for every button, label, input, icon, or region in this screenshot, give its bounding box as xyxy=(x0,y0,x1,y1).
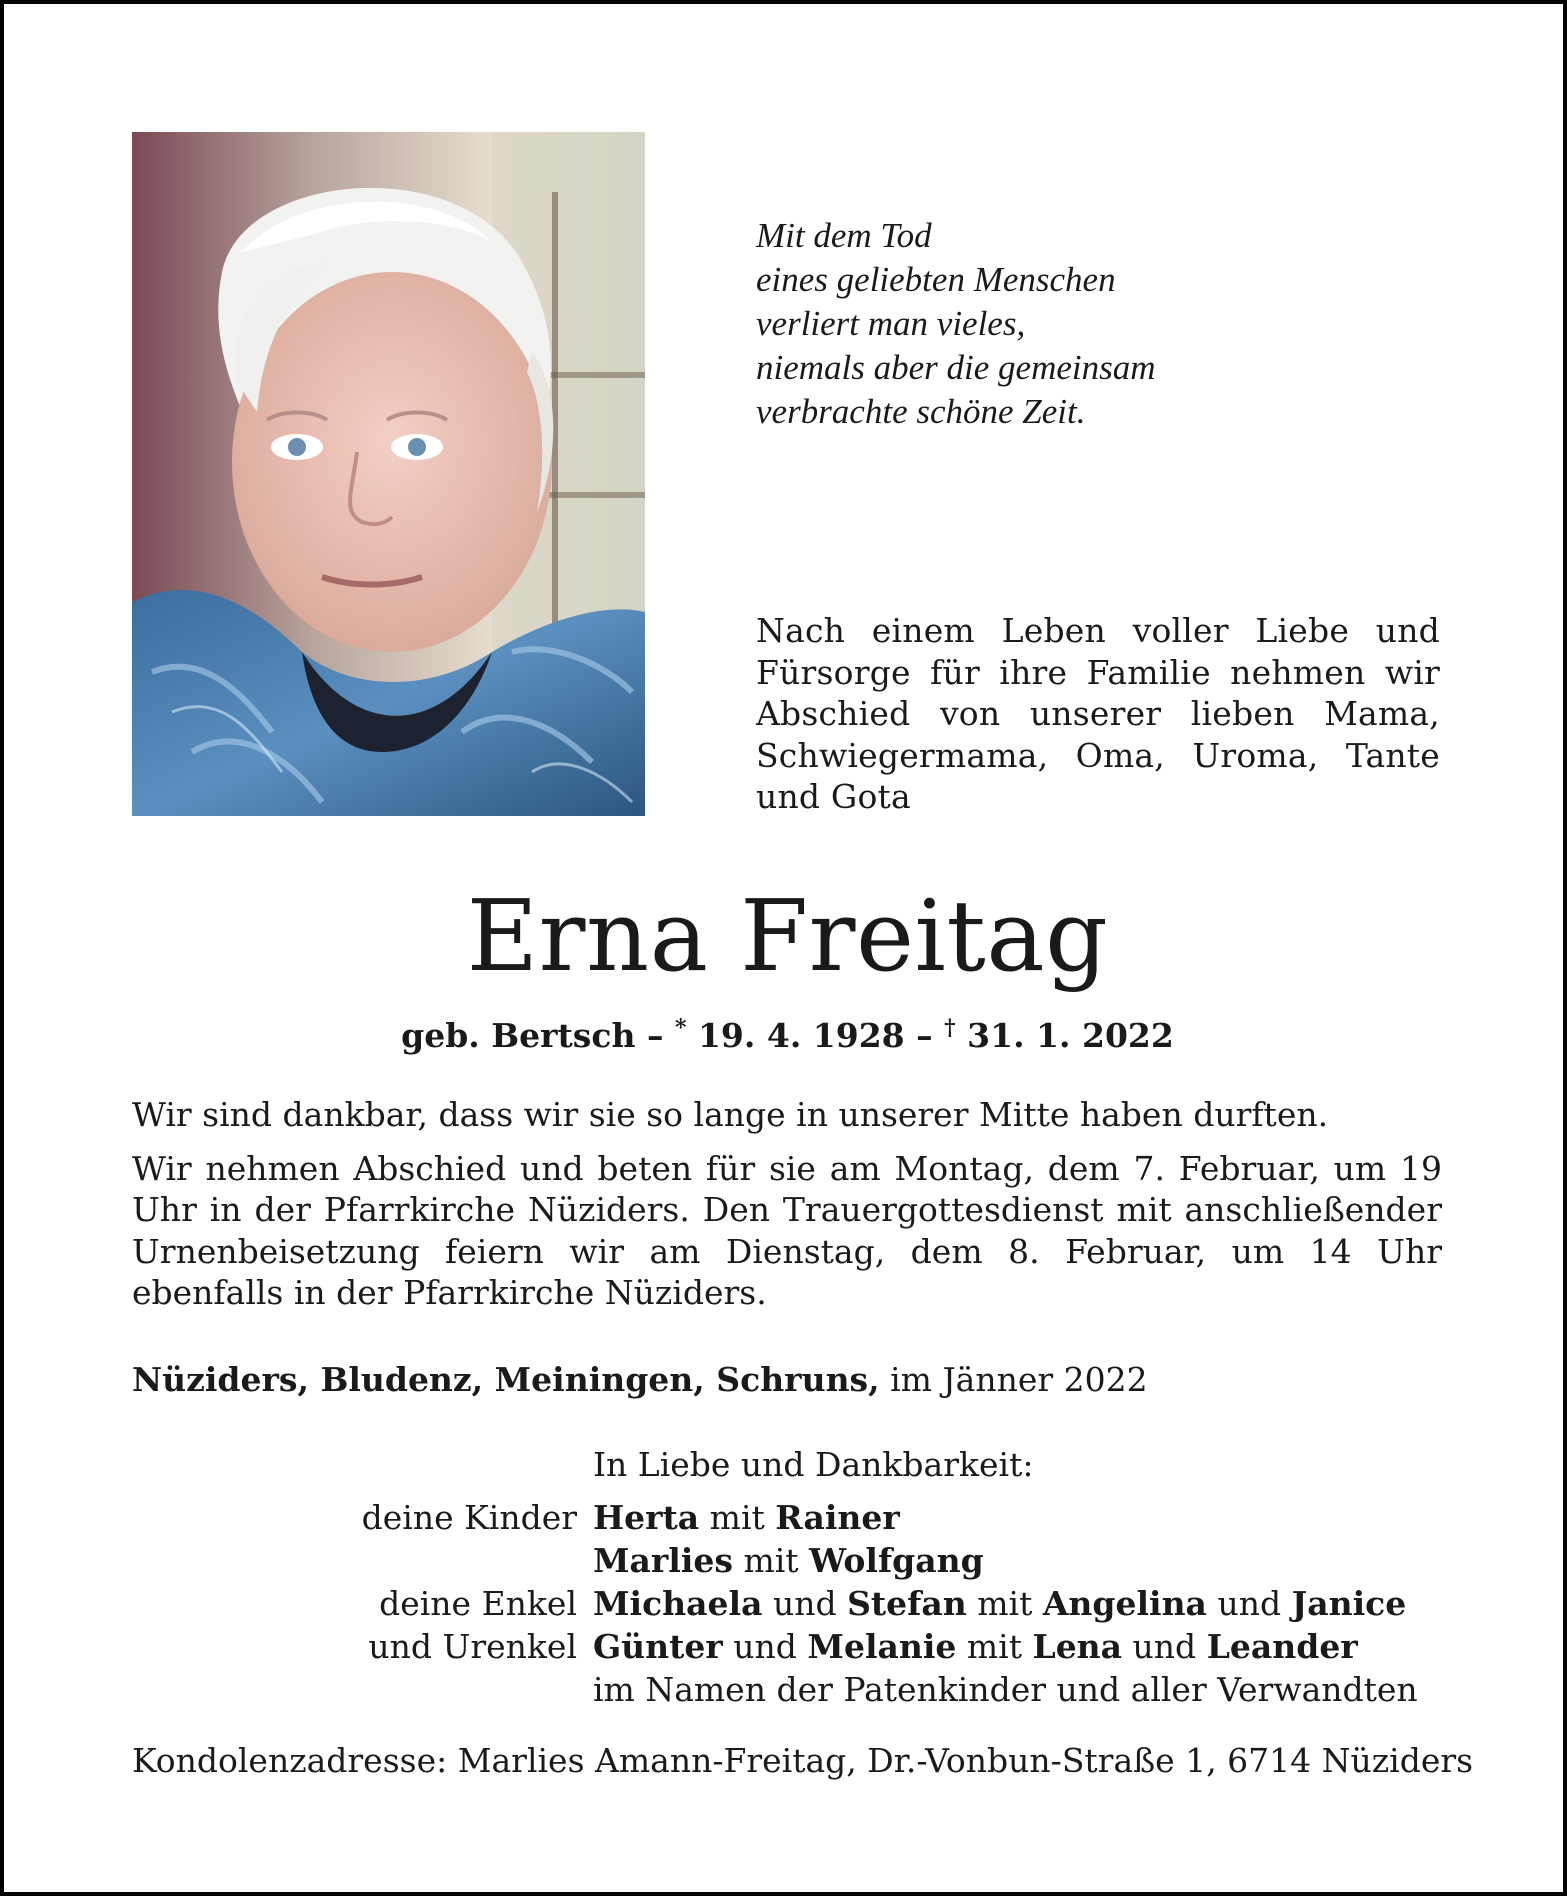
family-name: Leander xyxy=(1206,1627,1358,1666)
poem xyxy=(756,214,1476,434)
family-name: Angelina xyxy=(1042,1584,1207,1623)
deceased-name: Erna Freitag xyxy=(466,880,1109,994)
intro-text: Nach einem Leben voller Liebe und Fürsorge für ihre Familie nehmen wir Abschied von unserer lieben Mama, Schwiegermama, Oma, Uroma, Tante und Gota xyxy=(756,611,1440,816)
family-name: Günter xyxy=(593,1627,723,1666)
service-paragraph: Wir nehmen Abschied und beten für sie am Montag, dem 7. Februar, um 19 Uhr in der Pfarrkirche Nüziders. Den Trauergottesdienst mit anschließender Urnenbeisetzung feiern wir am Dienstag, dem 8. Februar, um 14 Uhr ebenfalls in der Pfarrkirche Nüziders. xyxy=(132,1148,1442,1312)
family-conj: und xyxy=(1122,1627,1207,1666)
family-conj: und xyxy=(722,1627,808,1666)
birth-death-line xyxy=(4,1006,1567,1058)
family-names xyxy=(593,1496,900,1539)
family-name: Lena xyxy=(1032,1627,1123,1666)
signoff: In Liebe und Dankbarkeit: xyxy=(593,1445,1034,1484)
family-row xyxy=(4,1668,1567,1711)
poem-line: Mit dem Tod xyxy=(756,216,932,255)
family-conj: mit xyxy=(732,1541,810,1580)
family-list xyxy=(4,1496,1567,1711)
family-row xyxy=(4,1582,1567,1625)
family-conj: mit xyxy=(966,1584,1043,1623)
poem-line: eines geliebten Menschen xyxy=(756,260,1116,299)
poem-line: verliert man vieles, xyxy=(756,304,1026,343)
condolence-address: Kondolenzadresse: Marlies Amann-Freitag, Dr.-Vonbun-Straße 1, 6714 Nüziders xyxy=(132,1741,1474,1780)
family-label: und Urenkel xyxy=(368,1627,577,1666)
gratitude-paragraph: Wir sind dankbar, dass wir sie so lange in unserer Mitte haben durften. xyxy=(132,1095,1329,1134)
family-name: Rainer xyxy=(775,1498,900,1537)
poem-line: verbrachte schöne Zeit. xyxy=(756,392,1086,431)
separator: – xyxy=(904,1016,945,1055)
birth-symbol: * xyxy=(674,1015,687,1041)
family-row xyxy=(4,1625,1567,1668)
family-conj: und xyxy=(762,1584,848,1623)
family-label: deine Enkel xyxy=(379,1584,577,1623)
announcement-body xyxy=(132,1094,1442,1326)
family-names xyxy=(593,1539,984,1582)
family-name: Michaela xyxy=(593,1584,763,1623)
family-names xyxy=(593,1582,1406,1625)
poem-line: niemals aber die gemeinsam xyxy=(756,348,1156,387)
family-conj: und xyxy=(1206,1584,1292,1623)
death-symbol: † xyxy=(944,1015,956,1041)
family-names xyxy=(593,1625,1358,1668)
separator: – xyxy=(635,1016,675,1055)
family-name: Herta xyxy=(593,1498,700,1537)
family-row xyxy=(4,1539,1567,1582)
portrait-photo-drawing xyxy=(132,132,645,816)
date: im Jänner 2022 xyxy=(879,1360,1148,1399)
family-name: Janice xyxy=(1291,1584,1407,1623)
towns: Nüziders, Bludenz, Meiningen, Schruns, xyxy=(132,1360,880,1399)
family-name: Stefan xyxy=(847,1584,967,1623)
birth-date: 19. 4. 1928 xyxy=(686,1016,905,1055)
family-conj: mit xyxy=(699,1498,776,1537)
family-row xyxy=(4,1496,1567,1539)
place-date-line xyxy=(132,1359,1442,1401)
portrait-photo xyxy=(132,132,645,816)
family-label: deine Kinder xyxy=(361,1498,577,1537)
family-name: Marlies xyxy=(593,1541,733,1580)
family-closing: im Namen der Patenkinder und aller Verwandten xyxy=(593,1670,1418,1709)
family-name: Melanie xyxy=(807,1627,957,1666)
born-name: geb. Bertsch xyxy=(401,1016,636,1055)
family-name: Wolfgang xyxy=(809,1541,984,1580)
family-conj: mit xyxy=(956,1627,1033,1666)
death-date: 31. 1. 2022 xyxy=(955,1016,1174,1055)
